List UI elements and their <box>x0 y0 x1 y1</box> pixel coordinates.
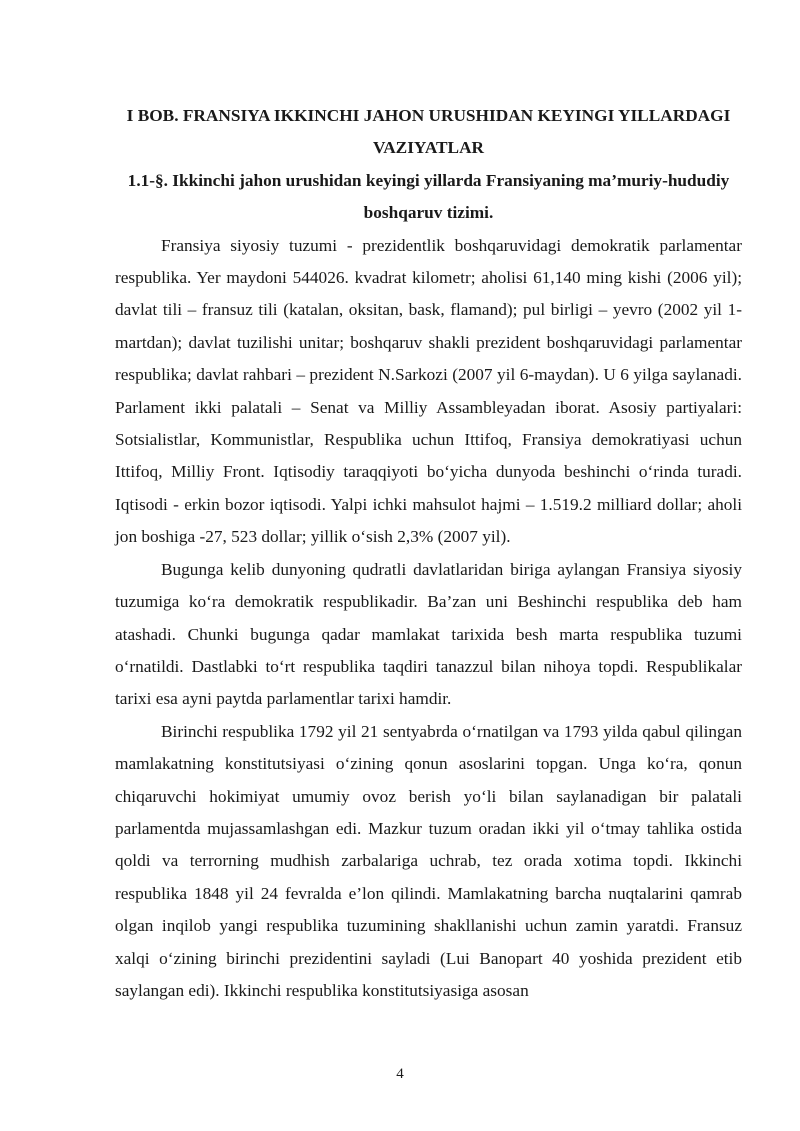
chapter-title: I BOB. FRANSIYA IKKINCHI JAHON URUSHIDAN KEYINGI YILLARDAGI VAZIYATLAR <box>126 106 731 158</box>
section-title: 1.1-§. Ikkinchi jahon urushidan keyingi yillarda Fransiyaning ma’muriy-hududiy boshqaruv tizimi. <box>127 170 730 223</box>
paragraph: Fransiya siyosiy tuzumi - prezidentlik boshqaruvidagi demokratik parlamentar respublika. Yer maydoni 544026. kvadrat kilometr; aholisi 61,140 ming kishi (2006 yil); davlat tili – fransuz tili (katalan, oksitan, bask, flamand); pul birligi – yevro (2002 yil 1-martdan); davlat tuzilishi unitar; boshqaruv shakli prezident boshqaruvidagi parlamentar respublika; davlat rahbari – prezident N.Sarkozi (2007 yil 6-maydan). U 6 yilga saylanadi. Parlament ikki palatali – Senat va Milliy Assambleyadan iborat. Asosiy partiyalari: Sotsialistlar, Kommunistlar, Respublika uchun Ittifoq, Fransiya demokratiyasi uchun Ittifoq, Milliy Front. Iqtisodiy taraqqiyoti bo‘yicha dunyoda beshinchi o‘rinda turadi. Iqtisodi - erkin bozor iqtisodi. Yalpi ichki mahsulot hajmi – 1.519.2 milliard dollar; aholi jon boshiga -27, 523 dollar; yillik o‘sish 2,3% (2007 yil). <box>115 235 742 547</box>
paragraph: Bugunga kelib dunyoning qudratli davlatlaridan biriga aylangan Fransiya siyosiy tuzumiga ko‘ra demokratik respublikadir. Ba’zan uni Beshinchi respublika deb ham atashadi. Chunki bugunga qadar mamlakat tarixida besh marta respublika tuzumi o‘rnatildi. Dastlabki to‘rt respublika taqdiri tanazzul bilan nihoya topdi. Respublikalar tarixi esa ayni paytda parlamentlar tarixi hamdir. <box>115 559 742 709</box>
page-content <box>115 100 742 1007</box>
paragraph: Birinchi respublika 1792 yil 21 sentyabrda o‘rnatilgan va 1793 yilda qabul qilingan mamlakatning konstitutsiyasi o‘zining qonun asoslarini topgan. Unga ko‘ra, qonun chiqaruvchi hokimiyat umumiy ovoz berish yo‘li bilan saylanadigan bir palatali parlamentda mujassamlashgan edi. Mazkur tuzum oradan ikki yil o‘tmay tahlika ostida qoldi va terrorning mudhish zarbalariga uchrab, tez orada xotima topdi. Ikkinchi respublika 1848 yil 24 fevralda e’lon qilindi. Mamlakatning barcha nuqtalarini qamrab olgan inqilob yangi respublika tuzumining shakllanishi uchun zamin yaratdi. Fransuz xalqi o‘zining birinchi prezidentini sayladi (Lui Banopart 40 yoshida prezident etib saylangan edi). Ikkinchi respublika konstitutsiyasiga asosan <box>115 721 742 1000</box>
page-number: 4 <box>396 1066 404 1082</box>
